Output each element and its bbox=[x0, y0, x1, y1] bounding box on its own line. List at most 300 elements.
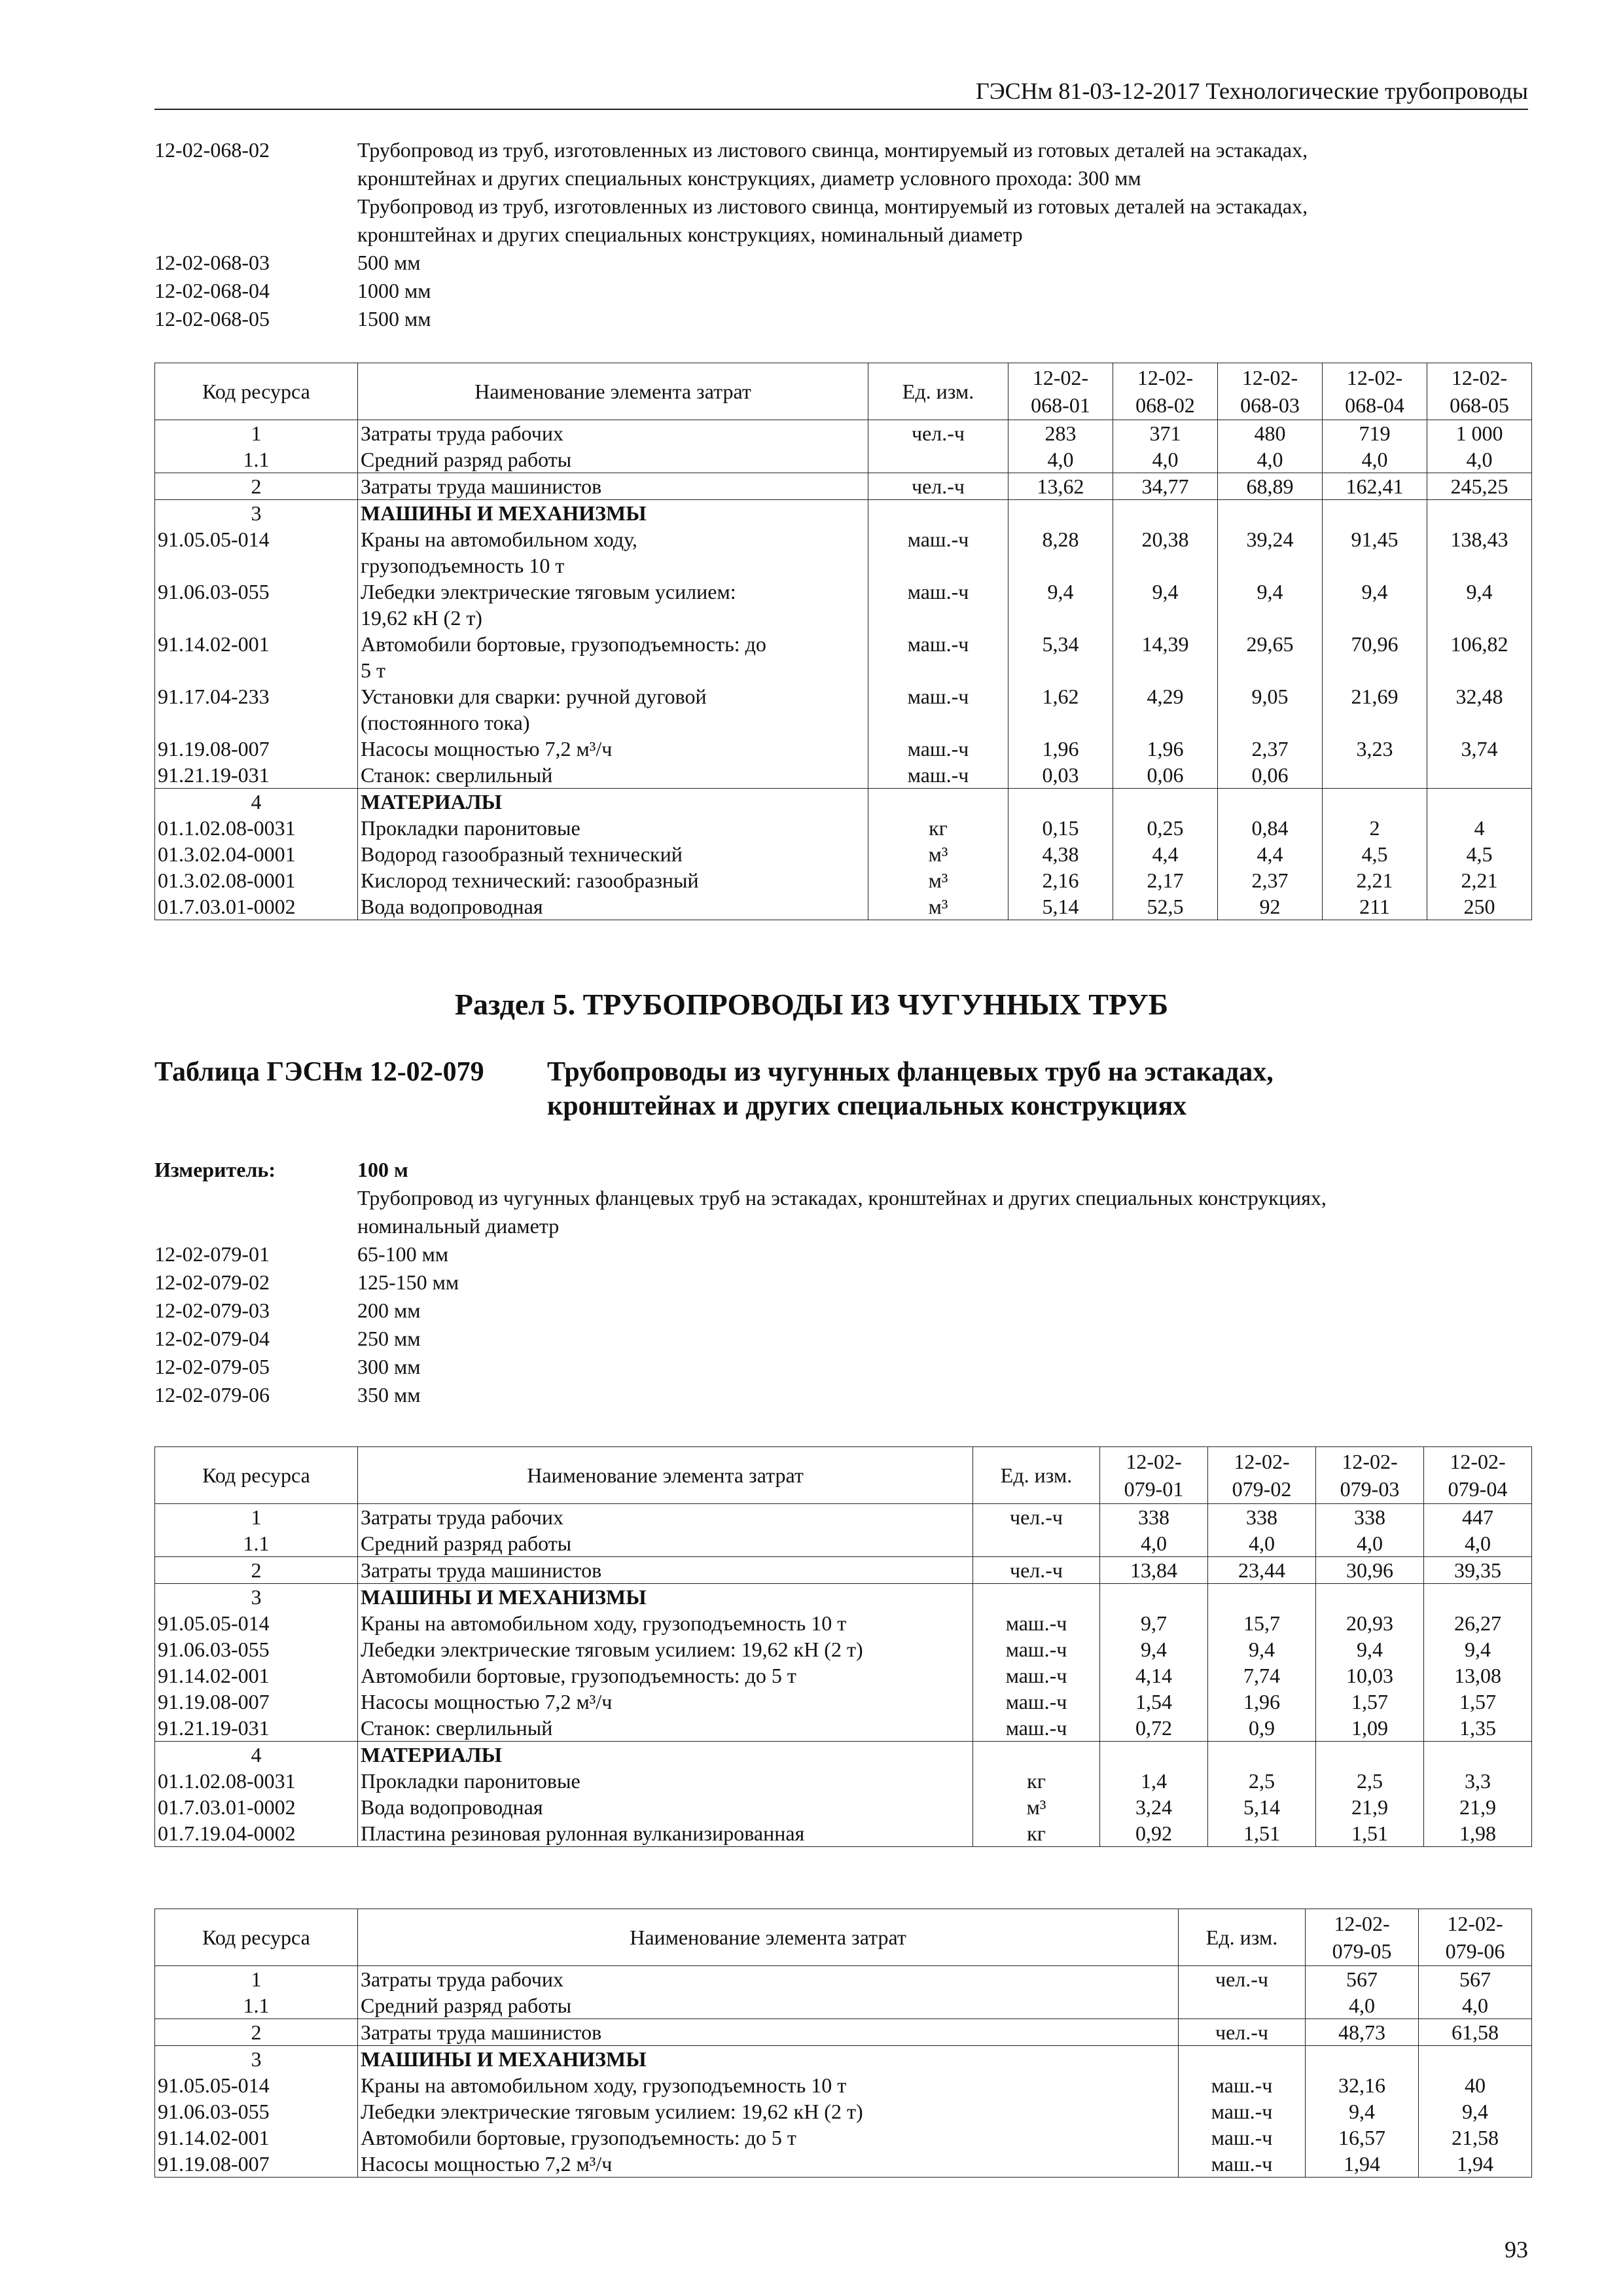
column-header: 12-02- 068-01 bbox=[1008, 363, 1113, 420]
value-cell: 0,72 bbox=[1100, 1715, 1208, 1742]
table-row bbox=[155, 1584, 1532, 1611]
measure-line bbox=[154, 1156, 1535, 1184]
column-header: Код ресурса bbox=[155, 1447, 358, 1504]
header-row bbox=[155, 1909, 1532, 1966]
value-cell: 5,14 bbox=[1208, 1794, 1316, 1820]
unit-cell: чел.-ч bbox=[868, 420, 1008, 447]
value-cell: 16,57 bbox=[1306, 2125, 1419, 2151]
unit-cell: маш.-ч bbox=[973, 1689, 1100, 1715]
cost-element-name: Вода водопроводная bbox=[358, 1794, 973, 1820]
value-cell: 1,96 bbox=[1113, 736, 1218, 762]
value-cell: 0,06 bbox=[1113, 762, 1218, 789]
code-description: 250 мм bbox=[357, 1327, 421, 1350]
table-label: Таблица ГЭСНм 12-02-079 bbox=[154, 1057, 484, 1087]
resource-code-cell: 1.1 bbox=[155, 1992, 358, 2019]
value-cell: 4 bbox=[1427, 815, 1532, 841]
value-cell: 9,4 bbox=[1208, 1636, 1316, 1662]
value-cell bbox=[1208, 1584, 1316, 1611]
table-name-line2: кронштейнах и других специальных конструкциях bbox=[547, 1091, 1187, 1121]
cost-element-name: МАТЕРИАЛЫ bbox=[358, 1742, 973, 1768]
resource-code-cell: 01.1.02.08-0031 bbox=[155, 815, 358, 841]
value-cell: 1,35 bbox=[1424, 1715, 1532, 1742]
unit-cell: маш.-ч bbox=[1179, 2098, 1306, 2125]
resource-code-cell: 91.14.02-001 bbox=[155, 2125, 358, 2151]
value-cell bbox=[1323, 500, 1427, 527]
value-cell: 3,3 bbox=[1424, 1768, 1532, 1794]
value-cell: 2,5 bbox=[1208, 1768, 1316, 1794]
code-line bbox=[154, 305, 1535, 333]
value-cell: 2,16 bbox=[1008, 867, 1113, 893]
code-line bbox=[154, 1268, 1535, 1297]
table-row bbox=[155, 1610, 1532, 1636]
resource-code-cell: 91.19.08-007 bbox=[155, 1689, 358, 1715]
value-cell: 2,37 bbox=[1218, 736, 1323, 762]
code-line bbox=[154, 221, 1535, 249]
table-row bbox=[155, 1662, 1532, 1689]
value-cell: 39,24 bbox=[1218, 526, 1323, 579]
value-cell: 1,51 bbox=[1208, 1820, 1316, 1847]
value-cell: 1,57 bbox=[1316, 1689, 1424, 1715]
resource-code-cell: 1.1 bbox=[155, 1530, 358, 1557]
value-cell: 0,92 bbox=[1100, 1820, 1208, 1847]
value-cell: 9,4 bbox=[1100, 1636, 1208, 1662]
value-cell: 2 bbox=[1323, 815, 1427, 841]
resource-code: 12-02-079-03 bbox=[154, 1299, 270, 1322]
value-cell bbox=[1427, 500, 1532, 527]
table-name bbox=[547, 1055, 1463, 1123]
unit-cell: чел.-ч bbox=[973, 1504, 1100, 1531]
header-row bbox=[155, 1447, 1532, 1504]
value-cell: 21,9 bbox=[1316, 1794, 1424, 1820]
value-cell bbox=[1218, 789, 1323, 816]
resource-code-cell: 01.7.03.01-0002 bbox=[155, 893, 358, 920]
value-cell bbox=[1113, 500, 1218, 527]
value-cell bbox=[1427, 789, 1532, 816]
resource-code: 12-02-068-04 bbox=[154, 279, 270, 302]
value-cell: 106,82 bbox=[1427, 631, 1532, 683]
value-cell: 4,0 bbox=[1427, 446, 1532, 473]
cost-table-079-a bbox=[154, 1446, 1532, 1847]
cost-element-name: Затраты труда рабочих bbox=[358, 1966, 1179, 1993]
code-description: 500 мм bbox=[357, 251, 421, 274]
value-cell: 1,4 bbox=[1100, 1768, 1208, 1794]
value-cell: 1,96 bbox=[1008, 736, 1113, 762]
value-cell bbox=[1316, 1742, 1424, 1768]
value-cell: 1,57 bbox=[1424, 1689, 1532, 1715]
cost-element-name: МАТЕРИАЛЫ bbox=[358, 789, 868, 816]
value-cell: 23,44 bbox=[1208, 1557, 1316, 1584]
value-cell bbox=[1424, 1742, 1532, 1768]
column-header: Ед. изм. bbox=[973, 1447, 1100, 1504]
column-header: Наименование элемента затрат bbox=[358, 363, 868, 420]
table-row bbox=[155, 2098, 1532, 2125]
value-cell: 9,4 bbox=[1419, 2098, 1532, 2125]
table-row bbox=[155, 841, 1532, 867]
running-header: ГЭСНм 81-03-12-2017 Технологические трубопроводы bbox=[154, 73, 1528, 110]
value-cell: 10,03 bbox=[1316, 1662, 1424, 1689]
value-cell: 3,24 bbox=[1100, 1794, 1208, 1820]
value-cell: 480 bbox=[1218, 420, 1323, 447]
table-row bbox=[155, 1820, 1532, 1847]
code-description: 350 мм bbox=[357, 1383, 421, 1407]
resource-code: 12-02-079-01 bbox=[154, 1242, 270, 1266]
value-cell: 245,25 bbox=[1427, 473, 1532, 500]
value-cell: 9,7 bbox=[1100, 1610, 1208, 1636]
table-row bbox=[155, 1966, 1532, 1993]
code-description: 1500 мм bbox=[357, 307, 431, 331]
value-cell: 4,0 bbox=[1218, 446, 1323, 473]
resource-code-cell: 2 bbox=[155, 2019, 358, 2046]
unit-cell: маш.-ч bbox=[973, 1636, 1100, 1662]
unit-cell: маш.-ч bbox=[868, 762, 1008, 789]
unit-cell: маш.-ч bbox=[973, 1715, 1100, 1742]
unit-cell: маш.-ч bbox=[868, 579, 1008, 631]
value-cell bbox=[1008, 789, 1113, 816]
table-row bbox=[155, 1689, 1532, 1715]
value-cell: 138,43 bbox=[1427, 526, 1532, 579]
code-description: кронштейнах и других специальных конструкциях, диаметр условного прохода: 300 мм bbox=[357, 166, 1141, 190]
resource-code-cell: 4 bbox=[155, 1742, 358, 1768]
value-cell: 338 bbox=[1316, 1504, 1424, 1531]
value-cell: 14,39 bbox=[1113, 631, 1218, 683]
column-header: 12-02- 079-02 bbox=[1208, 1447, 1316, 1504]
value-cell bbox=[1208, 1742, 1316, 1768]
unit-cell: кг bbox=[973, 1820, 1100, 1847]
value-cell: 4,0 bbox=[1113, 446, 1218, 473]
value-cell: 4,14 bbox=[1100, 1662, 1208, 1689]
section-title: Раздел 5. ТРУБОПРОВОДЫ ИЗ ЧУГУННЫХ ТРУБ bbox=[454, 988, 1169, 1021]
resource-code: 12-02-068-05 bbox=[154, 307, 270, 331]
value-cell: 40 bbox=[1419, 2072, 1532, 2098]
value-cell: 21,58 bbox=[1419, 2125, 1532, 2151]
cost-element-name: Лебедки электрические тяговым усилием: 19,62 кН (2 т) bbox=[358, 1636, 973, 1662]
unit-cell: кг bbox=[973, 1768, 1100, 1794]
codes-block-068 bbox=[154, 136, 1535, 333]
value-cell bbox=[1218, 500, 1323, 527]
value-cell: 8,28 bbox=[1008, 526, 1113, 579]
code-description: 300 мм bbox=[357, 1355, 421, 1378]
resource-code-cell: 91.19.08-007 bbox=[155, 736, 358, 762]
resource-code: 12-02-068-03 bbox=[154, 251, 270, 274]
cost-element-name: Средний разряд работы bbox=[358, 1992, 1179, 2019]
resource-code: 12-02-079-04 bbox=[154, 1327, 270, 1350]
value-cell: 0,03 bbox=[1008, 762, 1113, 789]
column-header: Наименование элемента затрат bbox=[358, 1909, 1179, 1966]
header-row bbox=[155, 363, 1532, 420]
value-cell: 1,51 bbox=[1316, 1820, 1424, 1847]
value-cell: 2,17 bbox=[1113, 867, 1218, 893]
code-description: номинальный диаметр bbox=[357, 1214, 560, 1238]
table-row bbox=[155, 2072, 1532, 2098]
value-cell: 9,4 bbox=[1424, 1636, 1532, 1662]
value-cell: 447 bbox=[1424, 1504, 1532, 1531]
cost-element-name: Затраты труда рабочих bbox=[358, 1504, 973, 1531]
value-cell: 5,34 bbox=[1008, 631, 1113, 683]
code-line bbox=[154, 1325, 1535, 1353]
value-cell bbox=[1008, 500, 1113, 527]
unit-cell bbox=[1179, 2046, 1306, 2073]
unit-cell bbox=[973, 1584, 1100, 1611]
cost-element-name: МАШИНЫ И МЕХАНИЗМЫ bbox=[358, 2046, 1179, 2073]
value-cell bbox=[1100, 1742, 1208, 1768]
unit-cell: маш.-ч bbox=[1179, 2151, 1306, 2178]
value-cell: 4,0 bbox=[1008, 446, 1113, 473]
value-cell: 567 bbox=[1306, 1966, 1419, 1993]
table-row bbox=[155, 446, 1532, 473]
value-cell: 1 000 bbox=[1427, 420, 1532, 447]
value-cell: 29,65 bbox=[1218, 631, 1323, 683]
value-cell: 1,98 bbox=[1424, 1820, 1532, 1847]
resource-code-cell: 91.06.03-055 bbox=[155, 2098, 358, 2125]
cost-element-name: Водород газообразный технический bbox=[358, 841, 868, 867]
unit-cell: маш.-ч bbox=[973, 1662, 1100, 1689]
value-cell: 4,0 bbox=[1306, 1992, 1419, 2019]
value-cell: 1,96 bbox=[1208, 1689, 1316, 1715]
code-line bbox=[154, 1212, 1535, 1240]
value-cell: 211 bbox=[1323, 893, 1427, 920]
unit-cell bbox=[868, 446, 1008, 473]
value-cell: 9,4 bbox=[1008, 579, 1113, 631]
column-header: 12-02- 079-06 bbox=[1419, 1909, 1532, 1966]
unit-cell: маш.-ч bbox=[868, 526, 1008, 579]
resource-code-cell: 91.05.05-014 bbox=[155, 1610, 358, 1636]
value-cell: 2,5 bbox=[1316, 1768, 1424, 1794]
value-cell: 9,4 bbox=[1113, 579, 1218, 631]
value-cell: 4,0 bbox=[1424, 1530, 1532, 1557]
table-row bbox=[155, 1557, 1532, 1584]
table-row bbox=[155, 1530, 1532, 1557]
resource-code-cell: 91.06.03-055 bbox=[155, 1636, 358, 1662]
value-cell: 70,96 bbox=[1323, 631, 1427, 683]
table-row bbox=[155, 1992, 1532, 2019]
value-cell: 34,77 bbox=[1113, 473, 1218, 500]
value-cell: 2,21 bbox=[1427, 867, 1532, 893]
value-cell: 5,14 bbox=[1008, 893, 1113, 920]
resource-code: 12-02-079-05 bbox=[154, 1355, 270, 1378]
value-cell: 283 bbox=[1008, 420, 1113, 447]
unit-cell: маш.-ч bbox=[868, 631, 1008, 683]
cost-element-name: Автомобили бортовые, грузоподъемность: до 5 т bbox=[358, 631, 868, 683]
value-cell: 4,0 bbox=[1419, 1992, 1532, 2019]
table-name-line1: Трубопроводы из чугунных фланцевых труб на эстакадах, bbox=[547, 1057, 1274, 1087]
resource-code-cell: 1 bbox=[155, 1504, 358, 1531]
value-cell: 3,23 bbox=[1323, 736, 1427, 762]
resource-code-cell: 91.14.02-001 bbox=[155, 1662, 358, 1689]
value-cell: 21,9 bbox=[1424, 1794, 1532, 1820]
cost-element-name: Средний разряд работы bbox=[358, 1530, 973, 1557]
cost-element-name: МАШИНЫ И МЕХАНИЗМЫ bbox=[358, 1584, 973, 1611]
cost-element-name: Прокладки паронитовые bbox=[358, 815, 868, 841]
resource-code-cell: 01.7.03.01-0002 bbox=[155, 1794, 358, 1820]
cost-element-name: Автомобили бортовые, грузоподъемность: до 5 т bbox=[358, 2125, 1179, 2151]
unit-cell bbox=[973, 1530, 1100, 1557]
measure-block bbox=[154, 1156, 1535, 1184]
code-line bbox=[154, 1184, 1535, 1212]
resource-code-cell: 01.7.19.04-0002 bbox=[155, 1820, 358, 1847]
value-cell bbox=[1424, 1584, 1532, 1611]
table-row bbox=[155, 2019, 1532, 2046]
value-cell: 4,0 bbox=[1208, 1530, 1316, 1557]
cost-element-name: Пластина резиновая рулонная вулканизированная bbox=[358, 1820, 973, 1847]
cost-element-name: Вода водопроводная bbox=[358, 893, 868, 920]
column-header: 12-02- 079-03 bbox=[1316, 1447, 1424, 1504]
value-cell: 9,4 bbox=[1427, 579, 1532, 631]
resource-code-cell: 2 bbox=[155, 473, 358, 500]
cost-table-068 bbox=[154, 363, 1532, 920]
cost-element-name: Автомобили бортовые, грузоподъемность: до 5 т bbox=[358, 1662, 973, 1689]
value-cell: 9,4 bbox=[1316, 1636, 1424, 1662]
table-row bbox=[155, 526, 1532, 579]
value-cell: 15,7 bbox=[1208, 1610, 1316, 1636]
table-row bbox=[155, 2151, 1532, 2178]
code-description: Трубопровод из чугунных фланцевых труб на эстакадах, кронштейнах и других специальных конструкциях, bbox=[357, 1186, 1327, 1210]
cost-element-name: Краны на автомобильном ходу, грузоподъемность 10 т bbox=[358, 1610, 973, 1636]
value-cell: 32,16 bbox=[1306, 2072, 1419, 2098]
table-row bbox=[155, 1636, 1532, 1662]
value-cell: 1,94 bbox=[1306, 2151, 1419, 2178]
code-line bbox=[154, 136, 1535, 164]
table-row bbox=[155, 736, 1532, 762]
unit-cell: м³ bbox=[868, 867, 1008, 893]
value-cell: 91,45 bbox=[1323, 526, 1427, 579]
resource-code-cell: 91.17.04-233 bbox=[155, 683, 358, 736]
value-cell: 7,74 bbox=[1208, 1662, 1316, 1689]
code-description: Трубопровод из труб, изготовленных из листового свинца, монтируемый из готовых деталей на эстакадах, bbox=[357, 194, 1308, 218]
page-number: 93 bbox=[1505, 2236, 1528, 2263]
table-row bbox=[155, 1504, 1532, 1531]
resource-code-cell: 01.1.02.08-0031 bbox=[155, 1768, 358, 1794]
value-cell: 68,89 bbox=[1218, 473, 1323, 500]
value-cell bbox=[1100, 1584, 1208, 1611]
unit-cell: маш.-ч bbox=[868, 736, 1008, 762]
table-row bbox=[155, 1768, 1532, 1794]
value-cell: 52,5 bbox=[1113, 893, 1218, 920]
value-cell: 4,0 bbox=[1100, 1530, 1208, 1557]
resource-code-cell: 3 bbox=[155, 2046, 358, 2073]
resource-code-cell: 91.14.02-001 bbox=[155, 631, 358, 683]
unit-cell: маш.-ч bbox=[973, 1610, 1100, 1636]
value-cell: 719 bbox=[1323, 420, 1427, 447]
value-cell: 371 bbox=[1113, 420, 1218, 447]
value-cell bbox=[1427, 762, 1532, 789]
value-cell bbox=[1323, 789, 1427, 816]
table-row bbox=[155, 631, 1532, 683]
column-header: Ед. изм. bbox=[1179, 1909, 1306, 1966]
resource-code-cell: 3 bbox=[155, 1584, 358, 1611]
cost-element-name: Краны на автомобильном ходу, грузоподъемность 10 т bbox=[358, 2072, 1179, 2098]
table-row bbox=[155, 762, 1532, 789]
value-cell: 0,84 bbox=[1218, 815, 1323, 841]
value-cell: 3,74 bbox=[1427, 736, 1532, 762]
value-cell: 13,62 bbox=[1008, 473, 1113, 500]
value-cell bbox=[1113, 789, 1218, 816]
unit-cell: маш.-ч bbox=[868, 683, 1008, 736]
cost-element-name: Затраты труда машинистов bbox=[358, 1557, 973, 1584]
column-header: Ед. изм. bbox=[868, 363, 1008, 420]
value-cell: 32,48 bbox=[1427, 683, 1532, 736]
value-cell: 338 bbox=[1100, 1504, 1208, 1531]
resource-code-cell: 2 bbox=[155, 1557, 358, 1584]
value-cell: 2,37 bbox=[1218, 867, 1323, 893]
value-cell: 1,54 bbox=[1100, 1689, 1208, 1715]
value-cell: 4,4 bbox=[1113, 841, 1218, 867]
unit-cell bbox=[868, 789, 1008, 816]
unit-cell: чел.-ч bbox=[973, 1557, 1100, 1584]
code-description: 125-150 мм bbox=[357, 1270, 459, 1294]
table-row bbox=[155, 2125, 1532, 2151]
cost-element-name: Средний разряд работы bbox=[358, 446, 868, 473]
value-cell: 338 bbox=[1208, 1504, 1316, 1531]
value-cell: 2,21 bbox=[1323, 867, 1427, 893]
cost-element-name: Лебедки электрические тяговым усилием: 19,62 кН (2 т) bbox=[358, 2098, 1179, 2125]
column-header: 12-02- 079-04 bbox=[1424, 1447, 1532, 1504]
table-row bbox=[155, 683, 1532, 736]
unit-cell: чел.-ч bbox=[868, 473, 1008, 500]
code-description: 65-100 мм bbox=[357, 1242, 449, 1266]
table-row bbox=[155, 473, 1532, 500]
cost-element-name: Насосы мощностью 7,2 м³/ч bbox=[358, 2151, 1179, 2178]
code-description: 200 мм bbox=[357, 1299, 421, 1322]
cost-element-name: Затраты труда машинистов bbox=[358, 473, 868, 500]
resource-code-cell: 91.19.08-007 bbox=[155, 2151, 358, 2178]
table-row bbox=[155, 500, 1532, 527]
code-line bbox=[154, 1297, 1535, 1325]
table-row bbox=[155, 1715, 1532, 1742]
column-header: Код ресурса bbox=[155, 363, 358, 420]
column-header: 12-02- 068-03 bbox=[1218, 363, 1323, 420]
value-cell bbox=[1323, 762, 1427, 789]
value-cell: 0,25 bbox=[1113, 815, 1218, 841]
value-cell: 0,9 bbox=[1208, 1715, 1316, 1742]
table-row bbox=[155, 420, 1532, 447]
cost-element-name: Насосы мощностью 7,2 м³/ч bbox=[358, 736, 868, 762]
cost-element-name: Кислород технический: газообразный bbox=[358, 867, 868, 893]
value-cell bbox=[1306, 2046, 1419, 2073]
value-cell: 4,5 bbox=[1427, 841, 1532, 867]
value-cell: 61,58 bbox=[1419, 2019, 1532, 2046]
value-cell: 9,4 bbox=[1323, 579, 1427, 631]
code-line bbox=[154, 1353, 1535, 1381]
resource-code-cell: 91.05.05-014 bbox=[155, 2072, 358, 2098]
code-line bbox=[154, 164, 1535, 192]
unit-cell: м³ bbox=[868, 841, 1008, 867]
cost-element-name: Насосы мощностью 7,2 м³/ч bbox=[358, 1689, 973, 1715]
column-header: 12-02- 068-05 bbox=[1427, 363, 1532, 420]
value-cell: 250 bbox=[1427, 893, 1532, 920]
value-cell: 4,4 bbox=[1218, 841, 1323, 867]
unit-cell: чел.-ч bbox=[1179, 1966, 1306, 1993]
value-cell: 0,15 bbox=[1008, 815, 1113, 841]
value-cell: 4,0 bbox=[1323, 446, 1427, 473]
column-header: 12-02- 079-05 bbox=[1306, 1909, 1419, 1966]
unit-cell bbox=[973, 1742, 1100, 1768]
resource-code-cell: 91.06.03-055 bbox=[155, 579, 358, 631]
code-description: кронштейнах и других специальных конструкциях, номинальный диаметр bbox=[357, 223, 1023, 246]
value-cell: 26,27 bbox=[1424, 1610, 1532, 1636]
value-cell: 92 bbox=[1218, 893, 1323, 920]
unit-cell: м³ bbox=[973, 1794, 1100, 1820]
resource-code: 12-02-079-02 bbox=[154, 1270, 270, 1294]
code-line bbox=[154, 1381, 1535, 1409]
cost-element-name: Лебедки электрические тяговым усилием: 19,62 кН (2 т) bbox=[358, 579, 868, 631]
value-cell: 13,84 bbox=[1100, 1557, 1208, 1584]
column-header: 12-02- 068-04 bbox=[1323, 363, 1427, 420]
value-cell: 9,05 bbox=[1218, 683, 1323, 736]
unit-cell: кг bbox=[868, 815, 1008, 841]
value-cell: 9,4 bbox=[1218, 579, 1323, 631]
cost-element-name: Краны на автомобильном ходу, грузоподъемность 10 т bbox=[358, 526, 868, 579]
cost-element-name: Затраты труда машинистов bbox=[358, 2019, 1179, 2046]
